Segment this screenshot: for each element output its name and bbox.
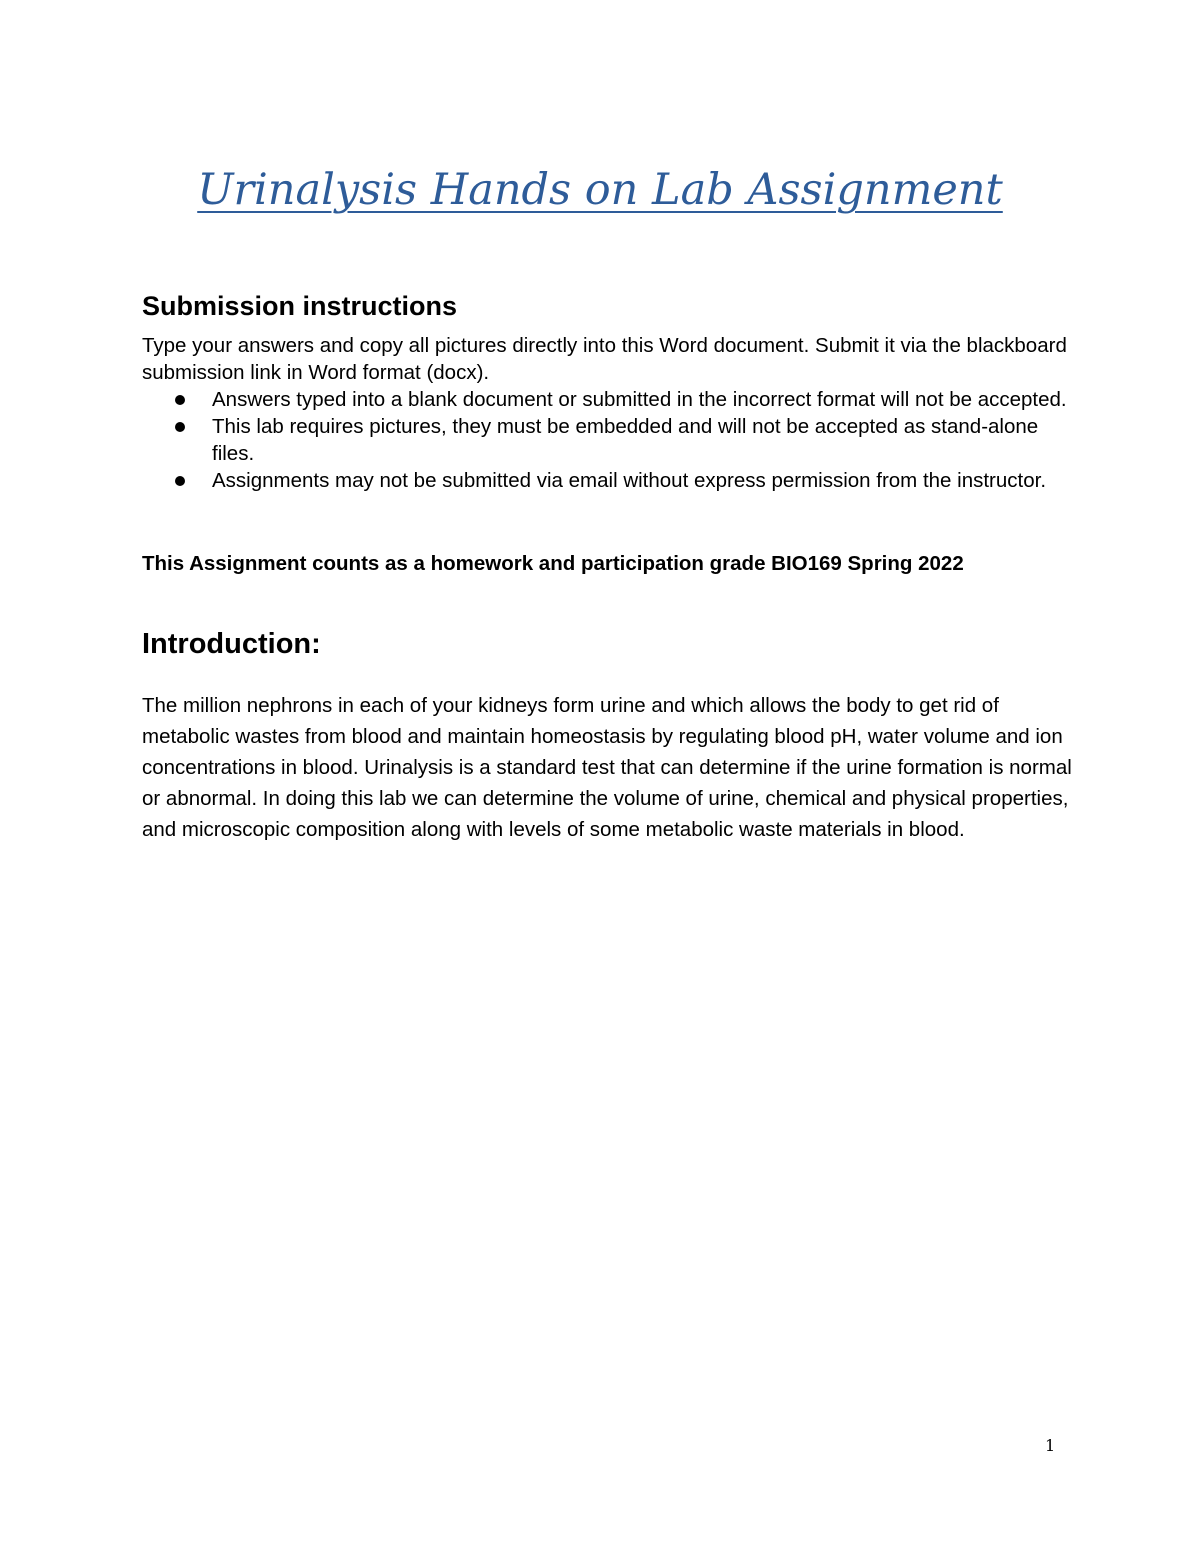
grade-note: This Assignment counts as a homework and participation grade BIO169 Spring 2022 xyxy=(142,552,964,575)
introduction-body: The million nephrons in each of your kidneys form urine and which allows the body to get rid of metabolic wastes from blood and maintain homeostasis by regulating blood pH, water volume and ion concentrations in blood. Urinalysis is a standard test that can determine if the urine formation is normal or abnormal. In doing this lab we can determine the volume of urine, chemical and physical properties, and microscopic composition along with levels of some metabolic waste materials in blood. xyxy=(142,694,1072,841)
list-item xyxy=(142,467,1072,494)
bullet-icon xyxy=(175,395,185,405)
bullet-text: This lab requires pictures, they must be embedded and will not be accepted as stand-alone files. xyxy=(212,415,1039,465)
list-item xyxy=(142,413,1072,467)
bullet-text: Answers typed into a blank document or submitted in the incorrect format will not be accepted. xyxy=(212,388,1067,411)
introduction-heading: Introduction: xyxy=(142,628,321,660)
submission-heading: Submission instructions xyxy=(142,291,458,321)
list-item xyxy=(142,386,1072,413)
submission-intro: Type your answers and copy all pictures directly into this Word document. Submit it via the blackboard submission link in Word format (docx). xyxy=(142,334,1067,384)
bullet-icon xyxy=(175,422,185,432)
bullet-icon xyxy=(175,476,185,486)
page-number: 1 xyxy=(1045,1436,1056,1455)
submission-bullet-list xyxy=(142,386,1072,494)
document-title: Urinalysis Hands on Lab Assignment xyxy=(197,165,1003,215)
bullet-text: Assignments may not be submitted via email without express permission from the instructor. xyxy=(212,469,1047,492)
